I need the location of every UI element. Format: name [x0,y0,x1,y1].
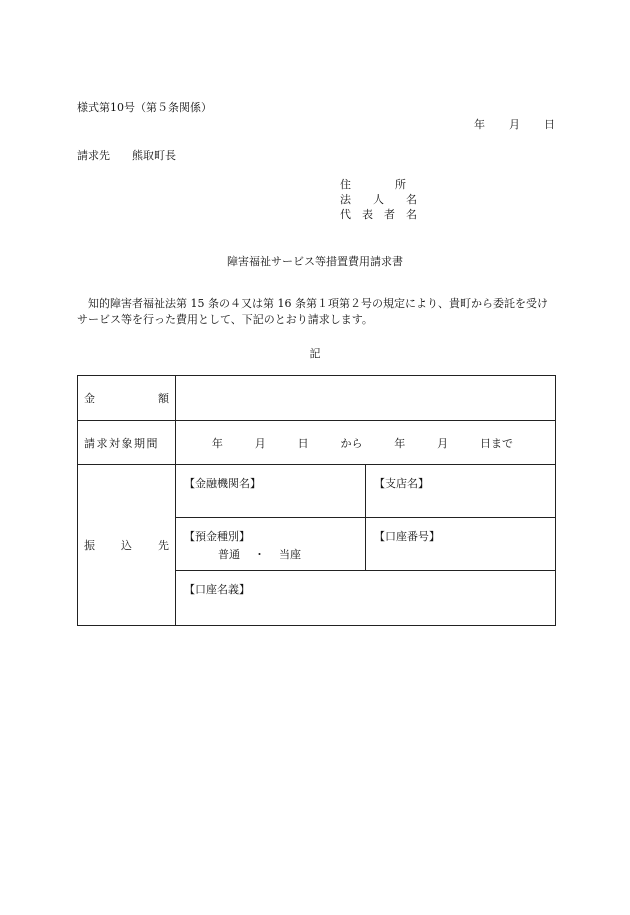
period-until: 日まで [479,436,513,450]
amount-label-char2: 額 [158,392,169,405]
transfer-char3: 先 [158,539,169,552]
transfer-row-1 [78,465,556,518]
amount-label [78,376,176,421]
request-table [77,375,556,626]
date-year: 年 [474,118,485,131]
deposit-type-options [184,546,365,562]
addressee [77,147,176,163]
representative-label: 代 表 者 名 [340,208,417,221]
applicant-block [340,177,417,222]
period-row [78,421,556,465]
deposit-type-label: 【預金種別】 [184,530,250,543]
bank-name-label: 【金融機関名】 [184,477,261,490]
account-holder-label: 【口座名義】 [184,583,250,596]
period-day1: 日 [297,436,309,450]
transfer-label [78,465,176,626]
branch-name-label: 【支店名】 [374,477,429,490]
deposit-separator: ・ [254,548,265,561]
address-label: 住 所 [340,178,406,191]
period-field[interactable] [176,421,556,465]
account-number-label: 【口座番号】 [374,530,440,543]
ki-heading: 記 [309,347,321,360]
period-label [78,421,176,465]
period-year1: 年 [211,436,223,450]
account-number-field[interactable] [366,518,556,571]
period-month1: 月 [254,436,266,450]
addressee-name: 熊取町長 [132,149,176,162]
period-month2: 月 [437,436,449,450]
deposit-ordinary-option[interactable]: 普通 [218,548,240,561]
transfer-char1: 振 [84,539,95,552]
date-month: 月 [509,118,520,131]
request-statement: 知的障害者福祉法第 15 条の４又は第 16 条第１項第２号の規定により、貴町から委託を受けサービス等を行った費用として、下記のとおり請求します。 [77,297,548,326]
account-holder-field[interactable] [176,571,556,626]
document-title: 障害福祉サービス等措置費用請求書 [227,255,403,268]
date-day: 日 [544,118,555,131]
amount-label-char1: 金 [84,392,95,405]
period-from: から [340,436,363,450]
addressee-label: 請求先 [77,149,110,162]
period-label-text: 請求対象期間 [84,436,159,450]
form-number: 様式第10号（第５条関係） [77,101,212,114]
bank-name-field[interactable] [176,465,366,518]
amount-row [78,376,556,421]
period-year2: 年 [394,436,406,450]
transfer-char2: 込 [121,539,132,552]
corporation-name-label: 法 人 名 [340,193,417,206]
branch-name-field[interactable] [366,465,556,518]
amount-field[interactable] [176,376,556,421]
date-line [474,116,555,132]
deposit-current-option[interactable]: 当座 [279,548,301,561]
deposit-type-field[interactable] [176,518,366,571]
